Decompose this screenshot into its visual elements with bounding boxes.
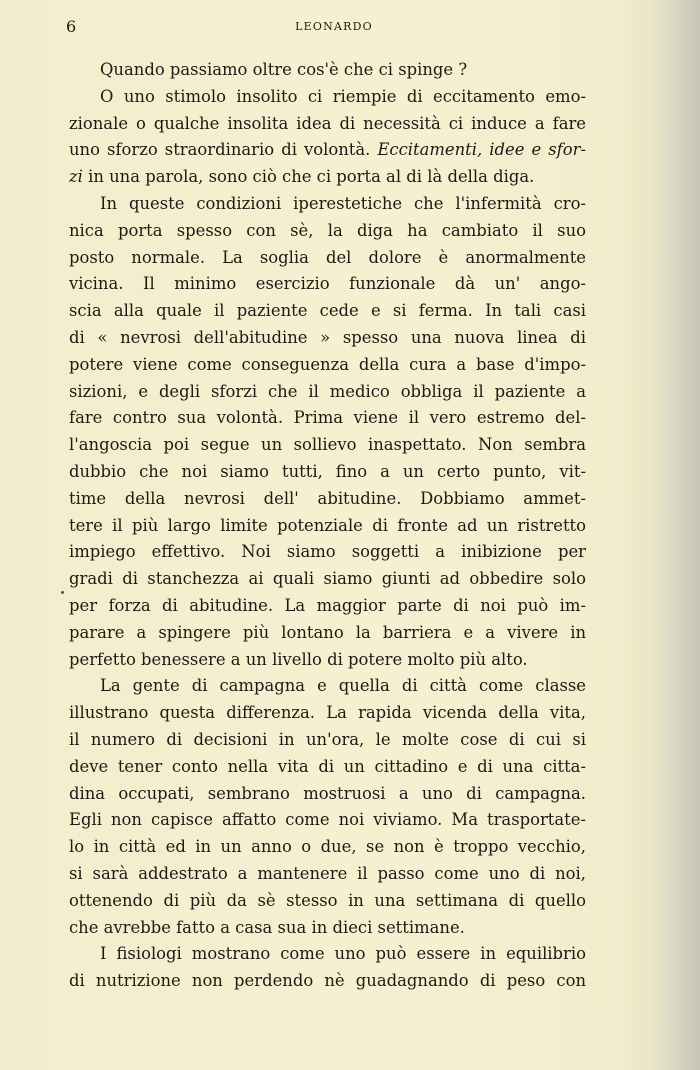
text-line: [69, 754, 586, 781]
line-text: La gente di campagna e quella di città come classe: [100, 676, 586, 696]
text-line: [69, 84, 586, 111]
text-line: [69, 861, 586, 888]
line-text: impiego effettivo. Noi siamo soggetti a inibizione per: [69, 542, 586, 562]
text-line: [69, 218, 586, 245]
text-line: [69, 111, 586, 138]
text-line: [69, 888, 586, 915]
page-header: [66, 17, 602, 37]
line-text: ottenendo di più da sè stesso in una settimana di quello: [69, 890, 586, 910]
text-line: [69, 271, 586, 298]
text-line: [69, 379, 586, 406]
text-line: [69, 245, 586, 272]
line-text: in una parola, sono ciò che ci porta al di là della diga.: [82, 167, 535, 187]
line-text: vicina. Il minimo esercizio funzionale dà un' ango-: [69, 274, 586, 294]
line-text: si sarà addestrato a mantenere il passo come uno di noi,: [69, 863, 586, 883]
line-text: gradi di stanchezza ai quali siamo giunti ad obbedire solo: [69, 569, 586, 589]
line-text: uno sforzo straordinario di volontà.: [69, 140, 378, 160]
page-gutter-shadow: [658, 0, 700, 1070]
line-text: scia alla quale il paziente cede e si ferma. In tali casi: [69, 301, 586, 321]
text-line: [69, 727, 586, 754]
text-line: [69, 298, 586, 325]
line-text: illustrano questa differenza. La rapida vicenda della vita,: [69, 703, 586, 723]
text-line: [69, 325, 586, 352]
text-line: [69, 191, 586, 218]
text-line: [69, 352, 586, 379]
line-text: Egli non capisce affatto come noi viviamo. Ma trasportate-: [69, 810, 586, 830]
running-head: LEONARDO: [295, 20, 373, 33]
line-text: di nutrizione non perdendo nè guadagnando di peso con: [69, 971, 586, 991]
line-text: tere il più largo limite potenziale di fronte ad un ristretto: [69, 515, 586, 535]
text-line: [69, 432, 586, 459]
text-line: [69, 566, 586, 593]
line-text: fare contro sua volontà. Prima viene il vero estremo del-: [69, 408, 586, 428]
line-text: dubbio che noi siamo tutti, fino a un certo punto, vit-: [69, 461, 586, 481]
line-text: il numero di decisioni in un'ora, le molte cose di cui si: [69, 729, 586, 749]
text-line: [69, 673, 586, 700]
line-text: posto normale. La soglia del dolore è anormalmente: [69, 247, 586, 267]
text-line: [69, 620, 586, 647]
line-text: Quando passiamo oltre cos'è che ci spinge ?: [100, 60, 468, 79]
line-text: perfetto benessere a un livello di potere molto più alto.: [69, 649, 528, 669]
line-text: deve tener conto nella vita di un cittadino e di una citta-: [69, 756, 586, 776]
text-line: [69, 164, 586, 191]
line-text: time della nevrosi dell' abitudine. Dobbiamo ammet-: [69, 488, 586, 508]
italic-text: Eccitamenti, idee e sfor-: [377, 140, 586, 160]
italic-text: zi: [69, 167, 83, 187]
line-text: parare a spingere più lontano la barriera e a vivere in: [69, 622, 586, 642]
line-text: lo in città ed in un anno o due, se non è troppo vecchio,: [69, 837, 586, 857]
text-line: [69, 941, 586, 968]
text-line: [69, 513, 586, 540]
line-text: per forza di abitudine. La maggior parte di noi può im-: [69, 595, 586, 615]
body-text: [69, 57, 586, 995]
page-number: 6: [66, 17, 77, 36]
text-line: [69, 915, 586, 942]
line-text: dina occupati, sembrano mostruosi a uno di campagna.: [69, 783, 586, 803]
line-text: In queste condizioni iperestetiche che l'infermità cro-: [100, 193, 586, 213]
text-line: [69, 57, 586, 84]
text-line: [69, 137, 586, 164]
line-text: che avrebbe fatto a casa sua in dieci settimane.: [69, 917, 465, 937]
line-text: nica porta spesso con sè, la diga ha cambiato il suo: [69, 220, 586, 240]
text-line: [69, 647, 586, 674]
line-text: sizioni, e degli sforzi che il medico obbliga il paziente a: [69, 381, 586, 401]
text-line: [69, 700, 586, 727]
text-line: [69, 486, 586, 513]
line-text: O uno stimolo insolito ci riempie di eccitamento emo-: [100, 86, 586, 106]
text-line: [69, 834, 586, 861]
line-text: zionale o qualche insolita idea di necessità ci induce a fare: [69, 113, 586, 133]
text-line: [69, 593, 586, 620]
line-text: potere viene come conseguenza della cura a base d'impo-: [69, 354, 586, 374]
text-line: [69, 405, 586, 432]
line-text: I fisiologi mostrano come uno può essere in equilibrio: [100, 944, 586, 964]
text-line: [69, 539, 586, 566]
line-text: di « nevrosi dell'abitudine » spesso una nuova linea di: [69, 327, 586, 347]
text-line: [69, 459, 586, 486]
margin-mark: [61, 591, 64, 594]
line-text: l'angoscia poi segue un sollievo inaspettato. Non sembra: [69, 435, 586, 455]
text-line: [69, 781, 586, 808]
text-line: [69, 968, 586, 995]
text-line: [69, 807, 586, 834]
